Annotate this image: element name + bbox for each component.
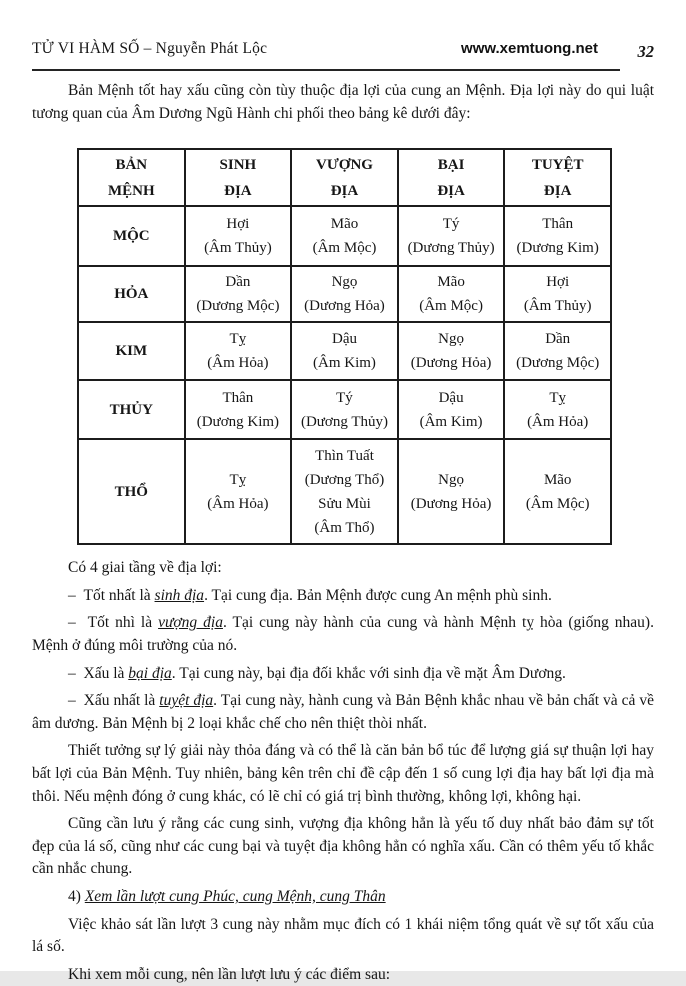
bullet-prefix: – Xấu là: [68, 664, 129, 682]
cell-line: (Âm Hỏa): [207, 355, 269, 372]
table-cell: [504, 322, 611, 380]
cell-line: Dần: [225, 274, 251, 291]
paragraph-note: Cũng cần lưu ý rằng các cung sinh, vượng địa không hẳn là yếu tố duy nhất bảo đảm sự tốt đẹp của lá số, cũng như các cung bại và tuyệt địa không hẳn có nghĩa xấu. Cần có thêm yếu tố khắc cần nhắc chung.: [32, 815, 654, 878]
col-header-tuyet-dia: [504, 149, 611, 206]
intro-paragraph: Bản Mệnh tốt hay xấu cũng còn tùy thuộc địa lợi của cung an Mệnh. Địa lợi này do qui luật tương quan của Âm Dương Ngũ Hành chi phối theo bảng kê dưới đây:: [32, 82, 654, 122]
term-tuyet-dia: tuyệt địa: [159, 692, 214, 710]
cell-line: (Âm Hỏa): [207, 495, 269, 512]
paragraph-evaluation: Thiết tưởng sự lý giải này thỏa đáng và có thể là căn bản bổ túc để lượng giá sự thuận lợi hay bất lợi của Bản Mệnh. Tuy nhiên, bảng kên trên chỉ đề cập đến 1 số cung lợi địa hay bất lợi địa mà thôi. Nếu mệnh đóng ở cung khác, có lẽ chỉ có giá trị bình thường, không lợi, không hại.: [32, 742, 654, 805]
cell-line: Hợi: [226, 216, 250, 233]
cell-line: (Âm Mộc): [525, 495, 590, 512]
table-row-hoa: [78, 266, 611, 322]
bullet-item-tuyet-dia: [32, 690, 654, 735]
cell-line: (Dương Thủy): [300, 413, 388, 430]
cell-line: Tỵ: [229, 471, 247, 488]
col-header-vuong-dia: [291, 149, 398, 206]
col-header-ban-menh: [78, 149, 185, 206]
cell-line: Mão: [437, 274, 465, 291]
table-cell: [504, 380, 611, 439]
cell-line: (Dương Hỏa): [410, 355, 492, 372]
table-cell: [504, 439, 611, 544]
cell-line: (Dương Mộc): [516, 355, 600, 372]
term-vuong-dia: vượng địa: [158, 614, 223, 632]
cell-line: Thân: [542, 216, 574, 233]
bullet-item-vuong-dia: [32, 612, 654, 657]
dia-loi-table: [77, 148, 612, 545]
bullet-prefix: – Tốt nhì là: [68, 614, 159, 632]
cell-line: (Dương Thủy): [407, 240, 495, 257]
cell-line: (Âm Thủy): [523, 298, 592, 315]
cell-line: Hợi: [546, 274, 570, 291]
cell-line: Ngọ: [438, 331, 464, 348]
cell-line: ĐỊA: [543, 182, 572, 199]
table-cell: [398, 322, 505, 380]
cell-line: TUYỆT: [531, 156, 584, 173]
paragraph-survey: Việc khảo sát lần lượt 3 cung này nhằm mục đích có 1 khái niệm tổng quát về sự tốt xấu của lá số.: [32, 915, 654, 956]
row-label: THỦY: [78, 380, 185, 439]
cell-line: BẢN: [115, 156, 148, 173]
cell-line: (Dương Kim): [516, 240, 599, 257]
bullet-suffix: . Tại cung này hành của cung và hành Mệnh tỵ hòa (giống nhau). Mệnh ở đúng môi trường của nó.: [32, 614, 654, 654]
row-label: KIM: [78, 322, 185, 380]
website-link[interactable]: www.xemtuong.net: [461, 40, 598, 57]
cell-line: Dậu: [438, 389, 464, 406]
bullet-suffix: . Tại cung địa. Bản Mệnh được cung An mệnh phù sinh.: [204, 586, 552, 604]
col-header-sinh-dia: [185, 149, 292, 206]
cell-line: Tỵ: [549, 389, 567, 406]
bullet-suffix: . Tại cung này, hành cung và Bản Bệnh khắc nhau về bản chất và cả về âm dương. Bản Mệnh bị 2 loại khắc chế cho nên thiệt thòi nhất.: [32, 692, 655, 732]
table-cell: [398, 439, 505, 544]
table-row-kim: [78, 322, 611, 380]
cell-line: Thân: [222, 389, 254, 406]
table-cell: [504, 266, 611, 322]
cell-line: Tỵ: [229, 331, 247, 348]
section-title: Xem lần lượt cung Phúc, cung Mệnh, cung Thân: [84, 887, 386, 905]
table-cell: [185, 380, 292, 439]
cell-line: MỆNH: [107, 182, 155, 199]
table-cell: [291, 206, 398, 266]
cell-line: SINH: [219, 156, 257, 173]
table-cell: [185, 439, 292, 544]
table-row-moc: [78, 206, 611, 266]
table-cell: [504, 206, 611, 266]
header-rule-area: [32, 40, 620, 71]
bullet-suffix: . Tại cung này, bại địa đối khắc với sinh địa về mặt Âm Dương.: [171, 664, 566, 682]
cell-line: (Âm Mộc): [419, 298, 483, 315]
table-cell: [185, 322, 292, 380]
cell-line: ĐỊA: [330, 182, 359, 199]
term-bai-dia: bại địa: [128, 664, 172, 682]
bullet-item-sinh-dia: [32, 585, 654, 608]
table-row-tho: [78, 439, 611, 544]
table-cell: [398, 266, 505, 322]
cell-line: (Dương Hỏa): [410, 495, 492, 512]
table-cell: [398, 380, 505, 439]
cell-line: (Âm Thủy): [204, 240, 272, 257]
bullet-prefix: – Xấu nhất là: [68, 692, 160, 710]
section-4-heading: [32, 886, 654, 909]
table-cell: [398, 206, 505, 266]
cell-line: Ngọ: [331, 274, 358, 291]
table-cell: [185, 266, 292, 322]
table-cell: [291, 439, 398, 544]
book-title: TỬ VI HÀM SỐ – Nguyễn Phát Lộc: [32, 40, 268, 57]
table-cell: [291, 266, 398, 322]
paragraph-points: Khi xem mỗi cung, nên lần lượt lưu ý các điểm sau:: [68, 965, 391, 983]
cell-line: Dậu: [331, 331, 357, 348]
table-head: [78, 149, 611, 206]
term-sinh-dia: sinh địa: [154, 586, 205, 604]
cell-line: (Dương Thổ): [304, 471, 385, 488]
page-number: 32: [637, 42, 654, 61]
table-row-thuy: [78, 380, 611, 439]
bullet-item-bai-dia: [32, 663, 654, 686]
col-header-bai-dia: [398, 149, 505, 206]
table-body: [78, 206, 611, 544]
lead-line: Có 4 giai tầng về địa lợi:: [68, 559, 222, 577]
cell-line: (Dương Hỏa): [304, 298, 385, 315]
row-label: HỎA: [78, 266, 185, 322]
cell-line: (Âm Kim): [313, 355, 376, 372]
row-label: THỔ: [78, 439, 185, 544]
cell-line: ĐỊA: [224, 182, 252, 199]
table-header-row: [78, 149, 611, 206]
page-header: [32, 40, 654, 71]
cell-line: VƯỢNG: [316, 156, 373, 173]
cell-line: (Âm Thổ): [314, 519, 375, 536]
cell-line: Tý: [442, 216, 460, 233]
cell-line: (Âm Hỏa): [527, 413, 589, 430]
cell-line: Thìn Tuất: [315, 447, 374, 464]
section-number: 4): [68, 887, 85, 905]
cell-line: ĐỊA: [437, 182, 465, 199]
cell-line: Ngọ: [438, 471, 464, 488]
cell-line: Dần: [545, 331, 571, 348]
cell-line: Tý: [336, 389, 353, 406]
bullet-prefix: – Tốt nhất là: [68, 586, 155, 604]
table-cell: [291, 380, 398, 439]
cell-line: (Dương Mộc): [196, 298, 280, 315]
row-label: MỘC: [78, 206, 185, 266]
cell-line: (Dương Kim): [196, 413, 280, 430]
cell-line: Sửu Mùi: [318, 495, 371, 512]
cell-line: BẠI: [437, 156, 465, 173]
cell-line: Mão: [543, 471, 572, 488]
cell-line: (Âm Kim): [419, 413, 483, 430]
cell-line: (Âm Mộc): [312, 240, 377, 257]
table-cell: [291, 322, 398, 380]
table-cell: [185, 206, 292, 266]
cell-line: Mão: [330, 216, 359, 233]
